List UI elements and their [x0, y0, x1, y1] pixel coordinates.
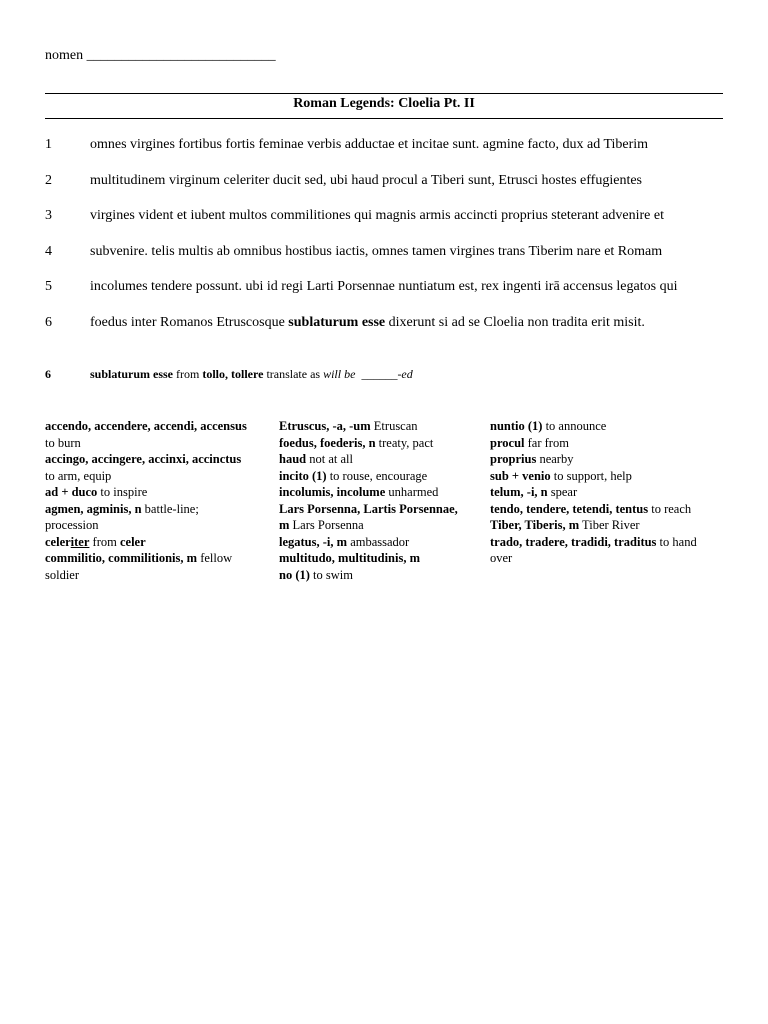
note-blank: ______ — [361, 367, 398, 381]
passage-line — [45, 206, 735, 242]
vocab-entry: trado, tradere, tradidi, traditus to hand — [490, 534, 697, 549]
passage-line — [45, 171, 735, 207]
title-bottom-rule — [45, 118, 723, 119]
vocab-entry: foedus, foederis, n treaty, pact — [279, 435, 434, 450]
vocab-entry: nuntio (1) to announce — [490, 419, 607, 433]
passage-line — [45, 313, 735, 349]
line-number: 5 — [45, 279, 52, 294]
line-text-end: dixerunt si ad se Cloelia non tradita erit misit. — [385, 314, 645, 330]
vocab-entry: accendo, accendere, accendi, accensus — [45, 419, 247, 433]
passage-line — [45, 242, 735, 278]
vocab-column-1 — [45, 418, 275, 583]
vocab-entry: Tiber, Tiberis, m Tiber River — [490, 518, 640, 532]
note-body — [90, 367, 413, 382]
vocab-entry: haud not at all — [279, 452, 353, 466]
passage-line — [45, 135, 735, 171]
vocab-entry: incito (1) to rouse, encourage — [279, 468, 428, 483]
vocab-column-2 — [279, 418, 489, 583]
vocab-entry: Etruscus, -a, -um Etruscan — [279, 419, 418, 433]
vocab-entry: ad + duco to inspire — [45, 485, 148, 499]
vocab-entry: m Lars Porsenna — [279, 518, 364, 532]
vocab-entry: multitudo, multitudinis, m — [279, 551, 421, 565]
page-title: Roman Legends: Cloelia Pt. II — [293, 96, 475, 111]
vocab-entry: to burn — [45, 435, 81, 450]
vocab-entry: sub + venio to support, help — [490, 468, 632, 483]
note-will-be: will be — [323, 367, 356, 381]
title-top-rule — [45, 93, 723, 94]
line-number: 6 — [45, 314, 52, 330]
highlighted-phrase: sublaturum esse — [288, 314, 386, 330]
vocab-entry: soldier — [45, 567, 80, 582]
line-text: omnes virgines fortibus fortis feminae verbis adductae et incitae sunt. agmine facto, dux ad Tiberim — [90, 137, 649, 152]
note-from: from — [173, 367, 203, 381]
line-text-start: foedus inter Romanos Etruscosque — [90, 314, 289, 330]
note-translate: translate as — [263, 367, 324, 381]
line-number: 2 — [45, 172, 52, 188]
passage-line — [45, 277, 735, 313]
vocab-entry: Lars Porsenna, Lartis Porsennae, — [279, 501, 458, 516]
line-number: 1 — [45, 137, 52, 152]
vocab-entry: commilitio, commilitionis, m fellow — [45, 551, 233, 565]
vocab-entry: over — [490, 551, 513, 565]
vocab-entry: tendo, tendere, tetendi, tentus to reach — [490, 501, 692, 516]
line-text: multitudinem virginum celeriter ducit sed, ubi haud procul a Tiberi sunt, Etrusci hostes effugientes — [90, 172, 643, 188]
vocab-entry: procession — [45, 518, 99, 532]
line-text — [90, 315, 645, 331]
line-number: 4 — [45, 243, 52, 259]
line-text: virgines vident et iubent multos commilitiones qui magnis armis accincti proprius steterant advenire et — [90, 208, 664, 223]
name-field: nomen ___________________________ — [45, 48, 276, 63]
vocab-entry: legatus, -i, m ambassador — [279, 534, 410, 549]
vocab-entry-celeriter: celeriter from celer — [45, 534, 146, 549]
line-text: subvenire. telis multis ab omnibus hostibus iactis, omnes tamen virgines trans Tiberim nare et Romam — [90, 243, 663, 259]
vocab-entry: no (1) to swim — [279, 567, 353, 582]
note-term: sublaturum esse — [90, 367, 174, 381]
vocab-entry: procul far from — [490, 435, 569, 450]
vocab-entry: accingo, accingere, accinxi, accinctus — [45, 452, 242, 466]
vocab-column-3 — [490, 418, 730, 567]
line-text: incolumes tendere possunt. ubi id regi Larti Porsennae nuntiatum est, rex ingenti irā accensus legatos qui — [90, 279, 678, 294]
vocab-entry: to arm, equip — [45, 468, 112, 483]
vocab-entry: telum, -i, n spear — [490, 485, 578, 499]
line-number: 3 — [45, 208, 52, 223]
vocab-entry: incolumis, incolume unharmed — [279, 485, 439, 499]
vocab-entry: proprius nearby — [490, 452, 574, 466]
vocab-entry: agmen, agminis, n battle-line; — [45, 501, 199, 516]
latin-passage — [45, 135, 735, 348]
note-suffix: -ed — [397, 367, 413, 381]
note-line-number: 6 — [45, 367, 51, 381]
note-source: tollo, tollere — [202, 367, 264, 381]
